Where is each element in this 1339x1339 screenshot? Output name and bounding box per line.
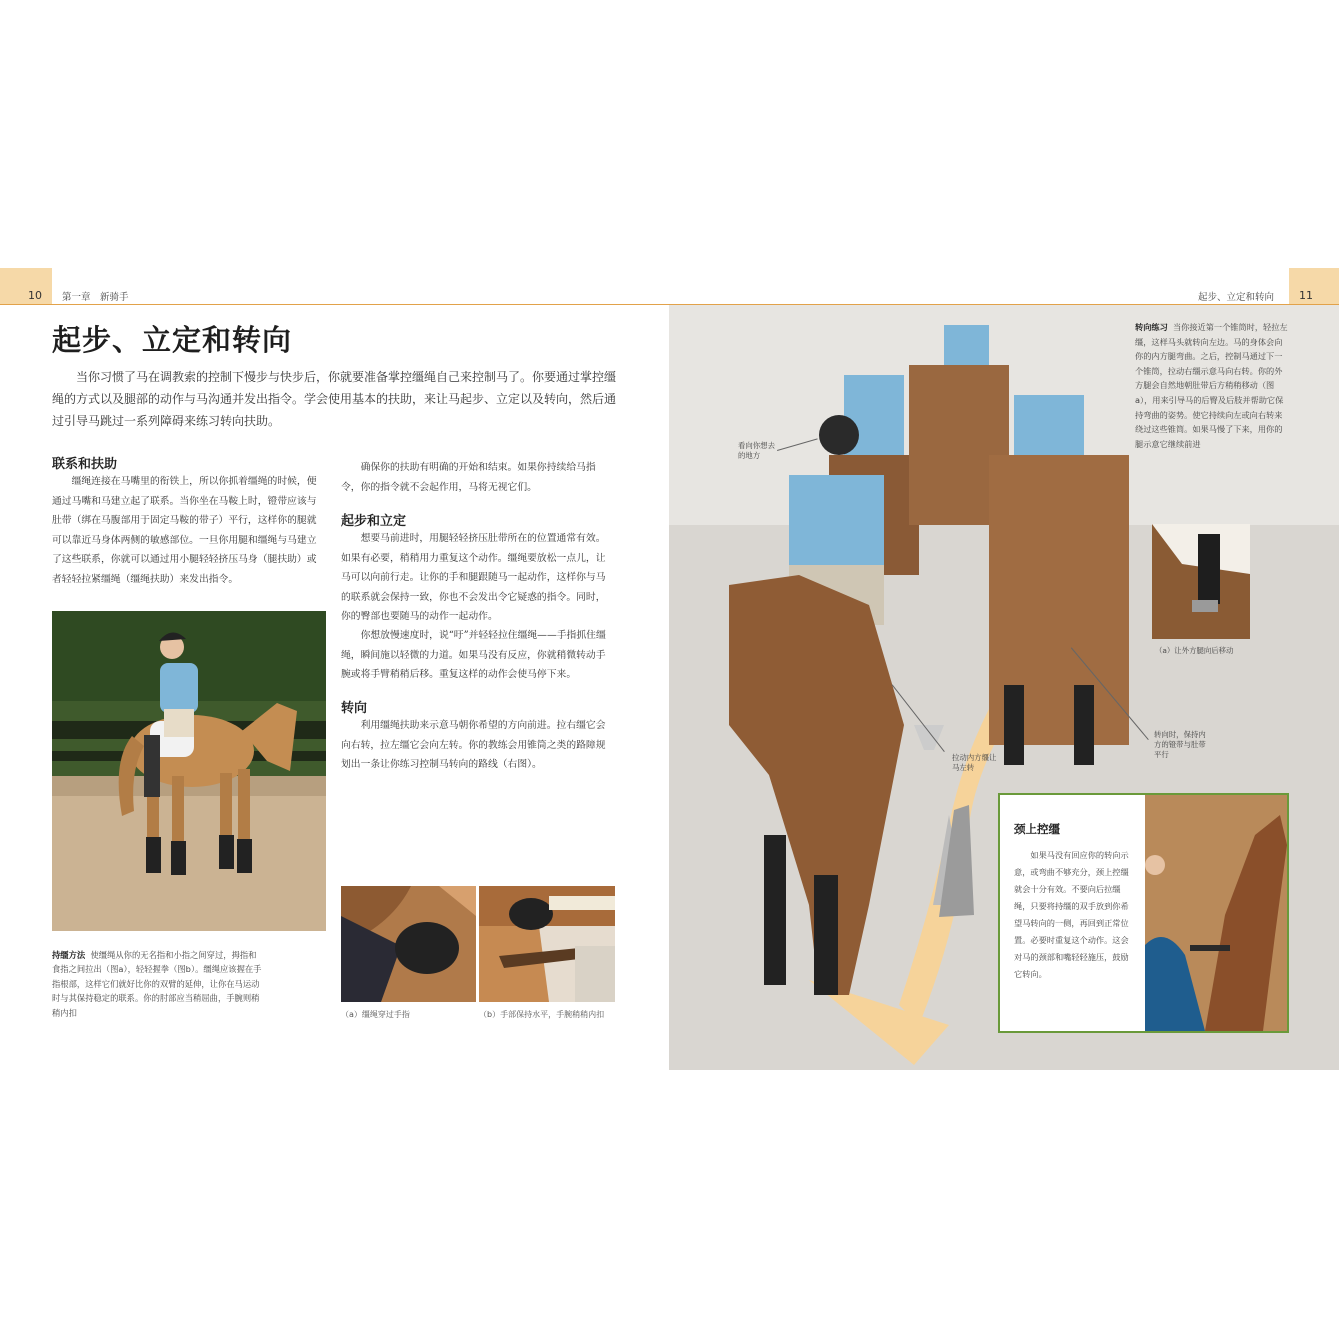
rider-on-horse-photo: [52, 611, 326, 931]
rein-caption-title: 持缰方法: [52, 950, 86, 960]
rein-holding-caption: [52, 948, 264, 1020]
callout-inner-rein: 拉动内方缰让马左转: [952, 753, 997, 772]
neck-rein-heading: 颈上控缰: [1014, 822, 1060, 836]
right-running-head: 起步、立定和转向: [1198, 292, 1275, 303]
turning-practice-body: 当你接近第一个锥筒时，轻拉左缰，这样马头就转向左边。马的身体会向你的内方腿弯曲。之后，控制马通过下一个锥筒，拉动右缰示意马向右转。你的外方腿会自然地朝肚带后方稍稍移动（图a），用来引导马的后臀及后肢并帮助它保持弯曲的姿势。使它持续向左或向右转来绕过这些锥筒。如果马慢了下来，用你的腿示意它继续前进: [1135, 322, 1288, 449]
rein-caption-text: 使缰绳从你的无名指和小指之间穿过，拇指和食指之间拉出（图a），轻轻握拳（图b）。缰绳应该握在手指根部，这样它们就好比你的双臂的延伸，让你在马运动时与其保持稳定的联系。你的肘部应当稍屈曲，手腕则稍稍内扣: [52, 950, 262, 1018]
start-stop-paragraph-2: 你想放慢速度时，说“吁”并轻轻拉住缰绳——手指抓住缰绳，瞬间施以轻微的力道。如果马没有反应，你就稍微转动手腕或将手臂稍稍后移。重复这样的动作会使马停下来。: [341, 630, 606, 681]
left-page-number: 10: [28, 289, 42, 302]
neck-rein-box: [998, 793, 1289, 1033]
intro-paragraph: 当你习惯了马在调教索的控制下慢步与快步后，你就要准备掌控缰绳自己来控制马了。你要通过掌控缰绳的方式以及腿部的动作与马沟通并发出指令。学会使用基本的扶助，来让马起步、立定以及转向，然后通过引导马跳过一系列障碍来练习转向扶助。: [52, 370, 617, 428]
heading-turning: 转向: [341, 701, 368, 716]
right-page-number: 11: [1299, 289, 1313, 302]
callout-girth-parallel: 转向时，保持内方的镫带与肚带平行: [1154, 730, 1206, 759]
left-page-number-tab: [0, 268, 52, 305]
hand-photo-b: [479, 886, 615, 1002]
contact-aids-paragraph: 缰绳连接在马嘴里的衔铁上，所以你抓着缰绳的时候，便通过马嘴和马建立起了联系。当你坐在马鞍上时，镫带应该与肚带（绑在马腹部用于固定马鞍的带子）平行，这样你的腿就可以靠近马身体两侧的敏感部位。一旦你用腿和缰绳与马建立了这些联系，你就可以通过用小腿轻轻挤压马身（腿扶助）或者轻轻拉紧缰绳（缰绳扶助）来发出指令。: [52, 476, 317, 585]
hand-caption-b: （b）手部保持水平，手腕稍稍内扣: [479, 1010, 605, 1019]
callout-outer-leg: （a）让外方腿向后移动: [1155, 646, 1234, 655]
outer-leg-inset-photo: [1152, 524, 1250, 639]
right-page-number-tab: [1289, 268, 1339, 305]
hand-photo-a: [341, 886, 476, 1002]
callout-look-ahead: 看向你想去的地方: [738, 441, 775, 460]
neck-rein-photo: [1145, 795, 1287, 1031]
heading-contact-aids: 联系和扶助: [52, 457, 118, 472]
hand-caption-a: （a）缰绳穿过手指: [341, 1010, 410, 1019]
left-running-head: 第一章 新骑手: [62, 292, 129, 303]
heading-start-stop: 起步和立定: [341, 514, 407, 529]
page-title: 起步、立定和转向: [52, 323, 293, 357]
start-stop-paragraph-1: 想要马前进时，用腿轻轻挤压肚带所在的位置通常有效。如果有必要，稍稍用力重复这个动作。缰绳要放松一点儿，让马可以向前行走。让你的手和腿跟随马一起动作，这样你与马的联系就会保持一致，你也不会发出令它疑惑的指令。同时，你的臀部也要随马的动作一起动作。: [341, 533, 606, 623]
aids-clear-paragraph: 确保你的扶助有明确的开始和结束。如果你持续给马指令，你的指令就不会起作用，马将无视它们。: [341, 462, 596, 493]
turning-practice-title: 转向练习: [1135, 322, 1168, 332]
rider-on-horse-illustration: [52, 611, 326, 931]
neck-rein-text: 如果马没有回应你的转向示意，或弯曲不够充分，颈上控缰就会十分有效。不要向后拉缰绳，只要将持缰的双手放到你希望马转向的一侧，再回到正常位置。必要时重复这个动作。这会对马的颈部和嘴轻轻施压，鼓励它转向。: [1014, 850, 1129, 979]
turning-paragraph: 利用缰绳扶助来示意马朝你希望的方向前进。拉右缰它会向右转，拉左缰它会向左转。你的教练会用锥筒之类的路障规划出一条让你练习控制马转向的路线（右图）。: [341, 720, 606, 771]
turning-practice-text: [1135, 320, 1288, 451]
